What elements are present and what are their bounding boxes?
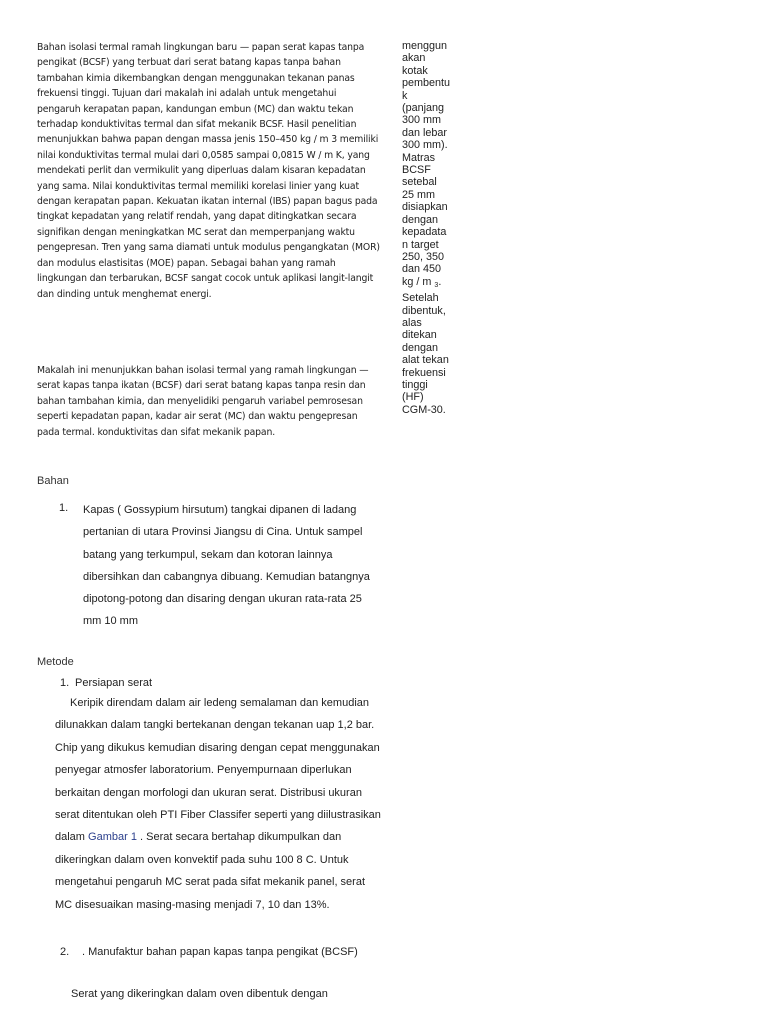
subsection-1-body-text: Keripik direndam dalam air ledeng semalaman dan kemudian dilunakkan dalam tangki bertekanan dengan tekanan uap 1,2 bar. Chip yang dikukus kemudian disaring dengan cepat menggunakan penyegar atmosfer laboratorium. Penyempurnaan diperlukan berkaitan dengan morfologi dan ukuran serat. Distribusi ukuran serat ditentukan oleh PTI Fiber Classifer seperti yang diilustrasikan dalam	[55, 697, 381, 844]
section-heading-bahan: Bahan	[37, 475, 69, 487]
subsection-1-number: 1.	[60, 677, 70, 689]
side-column-line: tinggi	[402, 378, 428, 391]
side-column-line: BCSF	[402, 164, 431, 177]
side-unit: kg / m	[402, 275, 432, 288]
side-column-line: k	[402, 89, 408, 102]
figure-1-link[interactable]: Gambar 1	[88, 831, 137, 844]
side-column-line: dan lebar	[402, 126, 448, 139]
side-column-line: setebal	[402, 176, 437, 189]
side-column-line: 300 mm).	[402, 139, 448, 152]
subsection-1-body-text-end: . Serat secara bertahap dikumpulkan dan dikeringkan dalam oven konvektif pada suhu 100 8 C. Untuk mengetahui pengaruh MC serat pada sifat mekanik panel, serat MC disesuaikan masing-masing menjadi 7, 10 dan 13%.	[55, 831, 366, 911]
subsection-2-number: 2.	[60, 946, 70, 958]
section-heading-metode: Metode	[37, 656, 74, 668]
intro-text: Makalah ini menunjukkan bahan isolasi termal yang ramah lingkungan — serat kapas tanpa ikatan (BCSF) dari serat batang kapas tanpa resin dan bahan tambahan kimia, dan menyelidiki pengaruh variabel pemrosesan seperti kepadatan papan, kadar air serat (MC) dan waktu pengepresan pada termal. konduktivitas dan sifat mekanik papan.	[37, 365, 369, 438]
subsection-2-title: . Manufaktur bahan papan kapas tanpa pengikat (BCSF)	[82, 946, 358, 958]
side-column-line: Matras	[402, 151, 435, 164]
side-column-line: akan	[402, 52, 426, 65]
side-column-line: dengan	[402, 213, 439, 226]
list-item-number: 1.	[59, 502, 69, 514]
side-column-line: kepadata	[402, 226, 447, 239]
list-item-text: Kapas ( Gossypium hirsutum) tangkai dipanen di ladang pertanian di utara Provinsi Jiangsu di Cina. Untuk sampel batang yang terkumpul, sekam dan kotoran lainnya dibersihkan dan cabangnya dibuang. Kemudian batangnya dipotong-potong dan disaring dengan ukuran rata-rata 25 mm 10 mm	[83, 504, 370, 628]
subsection-2-body-start: Serat yang dikeringkan dalam oven dibentuk dengan	[71, 988, 328, 1000]
side-column-line: CGM-30.	[402, 403, 446, 416]
side-unit-end: .	[438, 275, 442, 288]
side-column-line: (HF)	[402, 391, 424, 404]
subsection-1-body	[55, 692, 385, 916]
side-column-line: alat tekan	[402, 354, 449, 367]
side-column-line: n target	[402, 238, 439, 251]
side-column	[402, 40, 460, 416]
subsection-1-title: Persiapan serat	[75, 677, 153, 689]
side-column-line: dibentuk,	[402, 304, 446, 317]
abstract-paragraph	[37, 40, 380, 302]
subsection-2-heading	[60, 946, 358, 958]
side-column-line: pembentu	[402, 77, 451, 90]
side-column-line: (panjang	[402, 102, 445, 115]
side-column-line: frekuensi	[402, 366, 446, 379]
side-column-line: Setelah	[402, 292, 439, 305]
side-column-line: alas	[402, 316, 422, 329]
side-column-line: kotak	[402, 64, 428, 77]
side-lines-before	[402, 40, 460, 276]
abstract-text: Bahan isolasi termal ramah lingkungan baru — papan serat kapas tanpa pengikat (BCSF) yang terbuat dari serat batang kapas tanpa bahan tambahan kimia dikembangkan dengan menggunakan tekanan panas frekuensi tinggi. Tujuan dari makalah ini adalah untuk mengetahui pengaruh kerapatan papan, kandungan embun (MC) dan waktu tekan terhadap konduktivitas termal dan sifat mekanik BCSF. Hasil penelitian menunjukkan bahwa papan dengan massa jenis 150–450 kg / m 3 memiliki nilai konduktivitas termal mulai dari 0,0585 sampai 0,0815 W / m K, yang mendekati perlit dan vermikulit yang diperluas dalam kisaran kepadatan yang sama. Nilai konduktivitas termal memiliki korelasi linier yang kuat dengan kerapatan papan. Kekuatan ikatan internal (IBS) papan bagus pada tingkat kepadatan yang relatif rendah, yang dapat ditingkatkan secara signifikan dengan meningkatkan MC serat dan memperpanjang waktu pengepresan. Tren yang sama diamati untuk modulus pengangkatan (MOR) dan modulus elastisitas (MOE) papan. Sebagai bahan yang ramah lingkungan dan terbarukan, BCSF sangat cocok untuk aplikasi langit-langit dan dinding untuk menghemat energi.	[37, 42, 380, 300]
side-column-line: disiapkan	[402, 201, 448, 214]
side-column-line: dan 450	[402, 263, 442, 276]
side-column-line: dengan	[402, 341, 439, 354]
side-column-line: menggun	[402, 40, 448, 52]
side-column-line: 25 mm	[402, 188, 435, 201]
side-column-line: 250, 350	[402, 250, 445, 263]
side-column-line: 300 mm	[402, 114, 442, 127]
side-unit-line	[402, 276, 460, 292]
subsection-1-heading	[60, 677, 152, 689]
side-lines-after	[402, 292, 460, 416]
intro-paragraph	[37, 363, 370, 440]
side-unit-sub: 3	[434, 281, 439, 289]
side-column-line: ditekan	[402, 329, 437, 342]
